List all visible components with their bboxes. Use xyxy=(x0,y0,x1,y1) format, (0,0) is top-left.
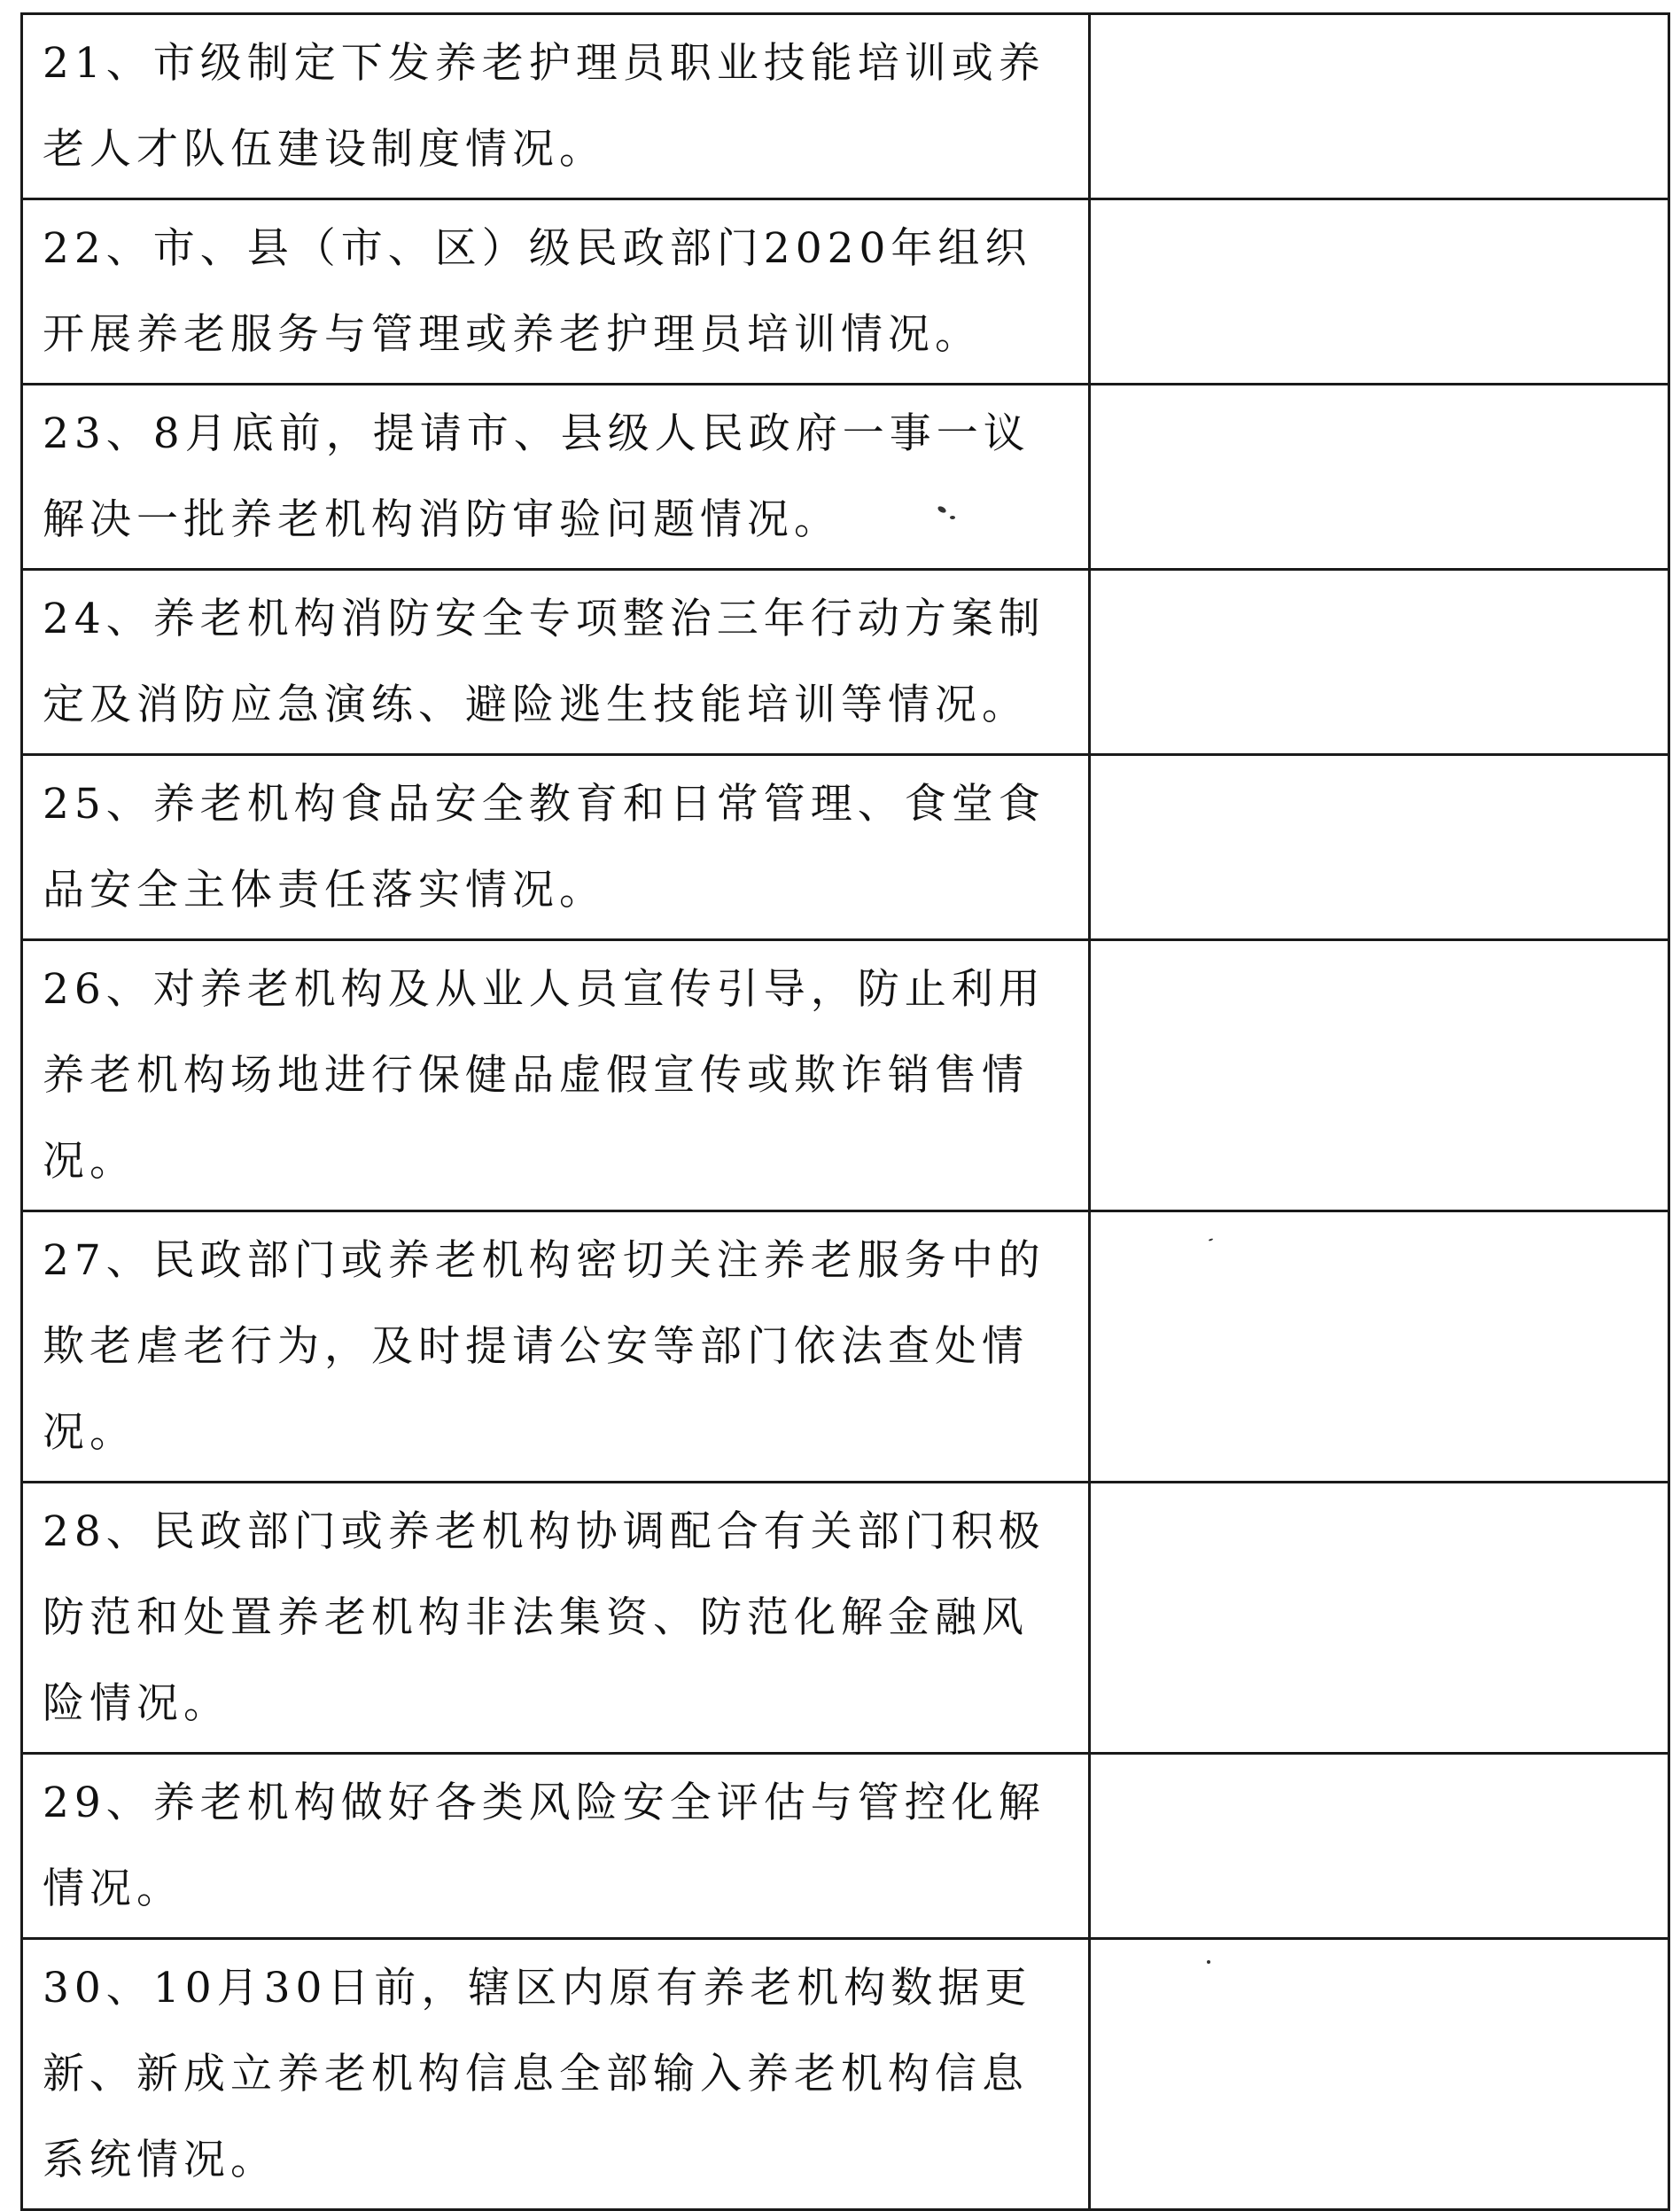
item-cell xyxy=(22,199,1090,385)
item-text: 21、市级制定下发养老护理员职业技能培训或养老人才队伍建设制度情况。 xyxy=(43,39,1046,174)
table-row xyxy=(22,1754,1669,1939)
item-cell xyxy=(22,14,1090,199)
table-row xyxy=(22,199,1669,385)
item-cell xyxy=(22,570,1090,755)
item-text: 28、民政部门或养老机构协调配合有关部门积极防范和处置养老机构非法集资、防范化解金融风险情况。 xyxy=(43,1507,1046,1728)
table-row xyxy=(22,1211,1669,1483)
note-cell xyxy=(1090,570,1669,755)
note-cell xyxy=(1090,1939,1669,2210)
note-cell xyxy=(1090,14,1669,199)
note-cell xyxy=(1090,199,1669,385)
item-cell xyxy=(22,1211,1090,1483)
item-cell xyxy=(22,385,1090,570)
item-text: 30、10月30日前，辖区内原有养老机构数据更新、新成立养老机构信息全部输入养老机构信息系统情况。 xyxy=(43,1964,1032,2184)
note-cell xyxy=(1090,1754,1669,1939)
item-text: 26、对养老机构及从业人员宣传引导，防止利用养老机构场地进行保健品虚假宣传或欺诈销售情况。 xyxy=(43,965,1046,1186)
note-cell xyxy=(1090,1483,1669,1754)
table-row xyxy=(22,1483,1669,1754)
table-row xyxy=(22,940,1669,1211)
table-row xyxy=(22,1939,1669,2210)
item-text: 29、养老机构做好各类风险安全评估与管控化解情况。 xyxy=(43,1779,1046,1913)
note-cell xyxy=(1090,385,1669,570)
item-text: 27、民政部门或养老机构密切关注养老服务中的欺老虐老行为，及时提请公安等部门依法查处情况。 xyxy=(43,1236,1046,1457)
item-text: 23、8月底前，提请市、县级人民政府一事一议解决一批养老机构消防审验问题情况。 xyxy=(43,409,1031,544)
table-row xyxy=(22,385,1669,570)
item-cell xyxy=(22,1483,1090,1754)
table-row xyxy=(22,570,1669,755)
table-row xyxy=(22,755,1669,940)
item-cell xyxy=(22,755,1090,940)
item-text: 22、市、县（市、区）级民政部门2020年组织开展养老服务与管理或养老护理员培训情况。 xyxy=(43,224,1032,359)
item-cell xyxy=(22,1754,1090,1939)
scan-speck xyxy=(1207,1960,1210,1964)
scan-speck xyxy=(950,516,955,519)
note-cell xyxy=(1090,1211,1669,1483)
item-cell xyxy=(22,940,1090,1211)
item-text: 24、养老机构消防安全专项整治三年行动方案制定及消防应急演练、避险逃生技能培训等情况。 xyxy=(43,595,1046,729)
note-cell xyxy=(1090,940,1669,1211)
table-row xyxy=(22,14,1669,199)
note-cell xyxy=(1090,755,1669,940)
item-text: 25、养老机构食品安全教育和日常管理、食堂食品安全主体责任落实情况。 xyxy=(43,780,1046,915)
checklist-sheet xyxy=(20,12,1668,2211)
checklist-table xyxy=(20,12,1670,2211)
item-cell xyxy=(22,1939,1090,2210)
